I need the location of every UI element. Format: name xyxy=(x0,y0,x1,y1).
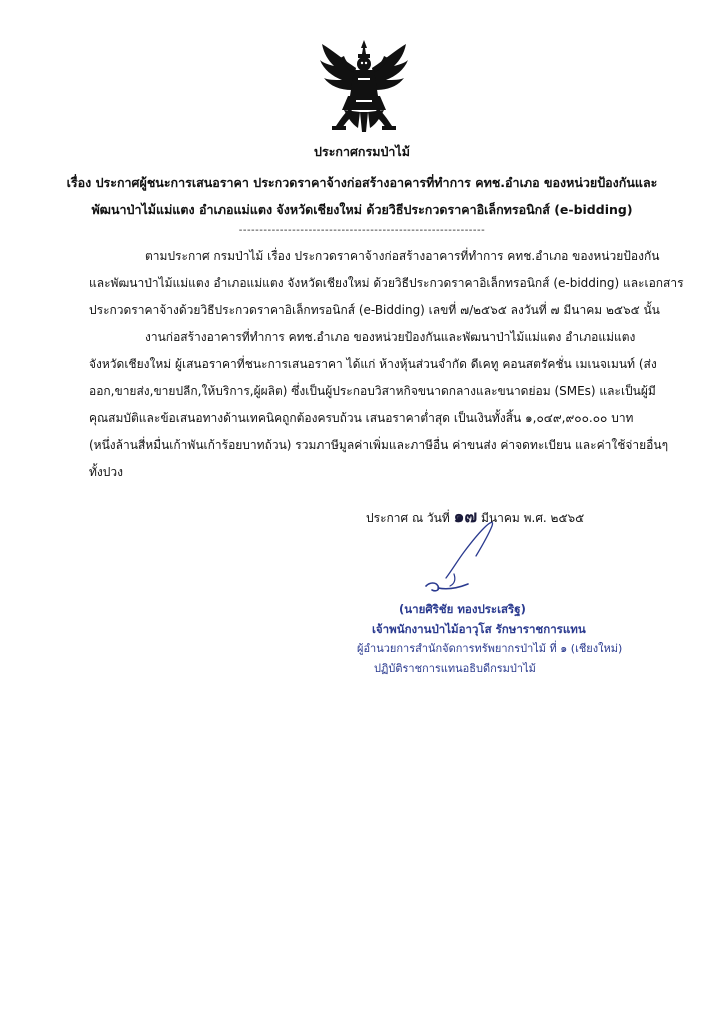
signer-title-2: ผู้อำนวยการสำนักจัดการทรัพยากรป่าไม้ ที่ ๑ (เชียงใหม่) xyxy=(357,642,623,655)
para1-line: และพัฒนาป่าไม้แม่แตง อำเภอแม่แตง จังหวัดเชียงใหม่ ด้วยวิธีประกวดราคาอิเล็กทรอนิกส์ (e-bidding) และเอกสาร xyxy=(89,276,684,290)
para2-line: คุณสมบัติและข้อเสนอทางด้านเทคนิคถูกต้องครบถ้วน เสนอราคาต่ำสุด เป็นเงินทั้งสิ้น ๑,๐๔๙,๙๐๐.๐๐ บาท xyxy=(89,411,634,425)
para2-line: ออก,ขายส่ง,ขายปลีก,ให้บริการ,ผู้ผลิต) ซึ่งเป็นผู้ประกอบวิสาหกิจขนาดกลางและขนาดย่อม (SMEs) และเป็นผู้มี xyxy=(89,384,656,398)
signature-scribble xyxy=(418,518,518,598)
para2-line: จังหวัดเชียงใหม่ ผู้เสนอราคาที่ชนะการเสนอราคา ได้แก่ ห้างหุ้นส่วนจำกัด ดีเคทู คอนสตรัคชั่น เมเนจเมนท์ (ส่ง xyxy=(89,357,657,371)
para1-line: ตามประกาศ กรมป่าไม้ เรื่อง ประกวดราคาจ้างก่อสร้างอาคารที่ทำการ คทช.อำเภอ ของหน่วยป้องกัน xyxy=(145,249,660,263)
signer-title-3: ปฏิบัติราชการแทนอธิบดีกรมป่าไม้ xyxy=(374,662,536,675)
announce-suffix: มีนาคม พ.ศ. ๒๕๖๕ xyxy=(480,511,585,525)
announce-day-handwritten: ๑๗ xyxy=(453,507,478,527)
para1-line: ประกวดราคาจ้างด้วยวิธีประกวดราคาอิเล็กทรอนิกส์ (e-Bidding) เลขที่ ๗/๒๕๖๕ ลงวันที่ ๗ มีนาคม ๒๕๖๕ นั้น xyxy=(89,303,660,317)
issuer-heading: ประกาศกรมป่าไม้ xyxy=(314,144,410,159)
signer-title-1: เจ้าพนักงานป่าไม้อาวุโส รักษาราชการแทน xyxy=(372,622,586,636)
announce-prefix: ประกาศ ณ วันที่ xyxy=(366,511,450,525)
subject-line-2: พัฒนาป่าไม้แม่แตง อำเภอแม่แตง จังหวัดเชียงใหม่ ด้วยวิธีประกวดราคาอิเล็กทรอนิกส์ (e-bidding) xyxy=(91,202,633,217)
signer-name: (นายศิริชัย ทองประเสริฐ) xyxy=(399,602,526,616)
subject-line-1: เรื่อง ประกาศผู้ชนะการเสนอราคา ประกวดราคาจ้างก่อสร้างอาคารที่ทำการ คทช.อำเภอ ของหน่วยป้องกันและ xyxy=(66,175,658,190)
para2-line: (หนึ่งล้านสี่หมื่นเก้าพันเก้าร้อยบาทถ้วน) รวมภาษีมูลค่าเพิ่มและภาษีอื่น ค่าขนส่ง ค่าจดทะเบียน และค่าใช้จ่ายอื่นๆ xyxy=(89,438,669,452)
garuda-emblem-icon xyxy=(318,38,410,136)
para2-line: ทั้งปวง xyxy=(89,465,123,479)
divider-line: ------------------------------------------------------------ xyxy=(238,225,486,236)
para2-line: งานก่อสร้างอาคารที่ทำการ คทช.อำเภอ ของหน่วยป้องกันและพัฒนาป่าไม้แม่แตง อำเภอแม่แตง xyxy=(145,330,636,344)
